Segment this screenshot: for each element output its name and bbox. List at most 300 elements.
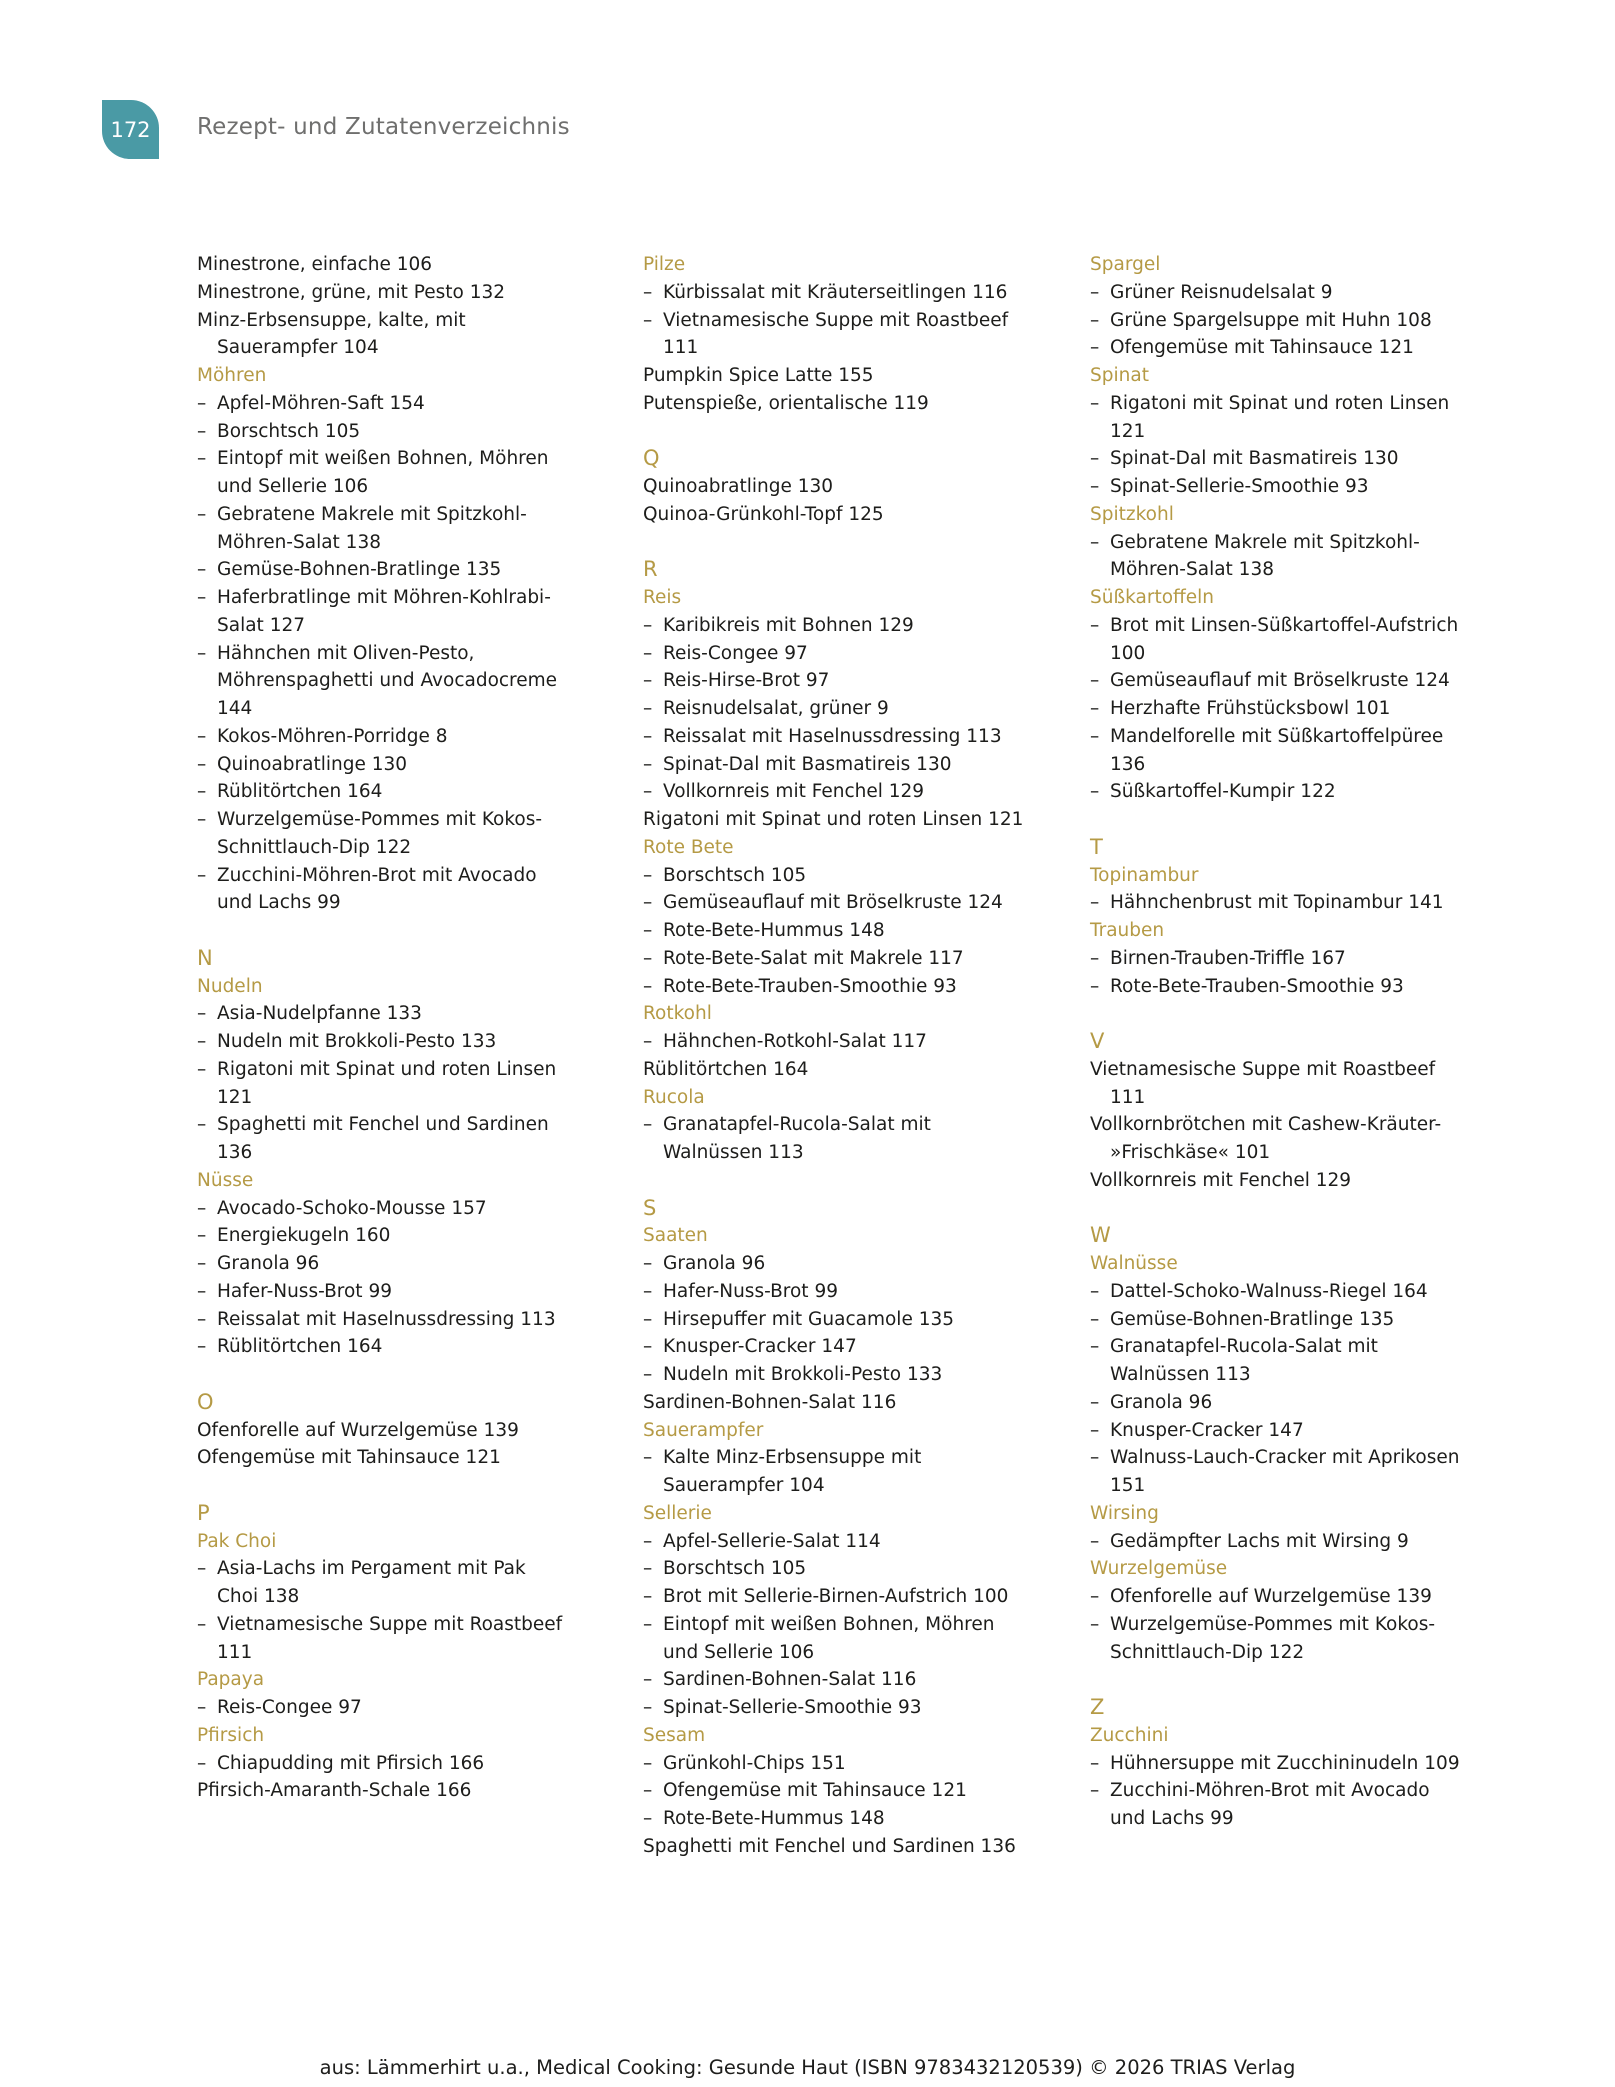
index-subentry — [197, 1222, 637, 1250]
index-subentry — [643, 1333, 1083, 1361]
subentry-text: Walnuss-Lauch-Cracker mit Aprikosen — [1110, 1447, 1460, 1469]
subentry-text: Rote-Bete-Hummus 148 — [663, 1808, 885, 1829]
index-entry: Putenspieße, orientalische 119 — [643, 392, 929, 414]
index-category: Sellerie — [643, 1502, 712, 1524]
subentry-text: Knusper-Cracker 147 — [1110, 1419, 1304, 1441]
index-entry: Vietnamesische Suppe mit Roastbeef — [1090, 1058, 1436, 1080]
index-subentry — [197, 1250, 637, 1278]
index-continuation: 111 — [217, 1641, 253, 1663]
index-subentry — [643, 1528, 1083, 1556]
subentry-text: Eintopf mit weißen Bohnen, Möhren — [663, 1613, 995, 1635]
index-category: Rotkohl — [643, 1003, 712, 1025]
index-subentry — [643, 1028, 1083, 1056]
index-subentry — [1090, 1333, 1530, 1361]
subentry-text: Hirsepuffer mit Guacamole 135 — [663, 1308, 955, 1330]
dash-bullet: – — [1090, 947, 1100, 969]
dash-bullet: – — [1090, 1419, 1100, 1441]
dash-bullet: – — [643, 1530, 653, 1552]
index-continuation: 136 — [1110, 753, 1146, 775]
index-continuation: Sauerampfer 104 — [217, 337, 379, 359]
index-subentry — [197, 584, 637, 612]
dash-bullet: – — [1090, 614, 1100, 636]
dash-bullet: – — [643, 1031, 653, 1052]
index-subentry — [643, 1666, 1083, 1694]
dash-bullet: – — [1090, 476, 1100, 497]
page-number-badge — [102, 100, 159, 159]
page-number: 172 — [110, 117, 151, 142]
dash-bullet: – — [1090, 1613, 1100, 1635]
index-subentry — [1090, 973, 1530, 1001]
index-continuation: und Lachs 99 — [1110, 1808, 1234, 1829]
index-letter-heading: Q — [643, 446, 660, 471]
index-subentry — [197, 501, 637, 529]
dash-bullet: – — [197, 1280, 207, 1302]
index-subentry — [643, 1777, 1083, 1805]
index-subentry — [1090, 445, 1530, 473]
index-letter-heading: S — [643, 1195, 657, 1220]
index-gap — [1090, 806, 1530, 834]
subentry-text: Nudeln mit Brokkoli-Pesto 133 — [663, 1364, 943, 1385]
index-subentry — [1090, 1777, 1530, 1805]
subentry-text: Spaghetti mit Fenchel und Sardinen — [217, 1114, 549, 1136]
index-subentry — [197, 640, 637, 668]
index-category: Wirsing — [1090, 1502, 1159, 1524]
subentry-text: Zucchini-Möhren-Brot mit Avocado — [1110, 1780, 1430, 1802]
subentry-text: Apfel-Möhren-Saft 154 — [217, 392, 425, 414]
subentry-text: Brot mit Sellerie-Birnen-Aufstrich 100 — [663, 1586, 1009, 1607]
index-entry: Vollkornbrötchen mit Cashew-Kräuter- — [1090, 1114, 1442, 1136]
index-entry: Minestrone, grüne, mit Pesto 132 — [197, 281, 506, 303]
index-category: Spinat — [1090, 365, 1149, 386]
dash-bullet: – — [197, 587, 207, 608]
index-continuation: Möhren-Salat 138 — [217, 531, 381, 553]
index-subentry — [197, 1278, 637, 1306]
index-subentry — [643, 862, 1083, 890]
index-subentry — [1090, 695, 1530, 723]
dash-bullet: – — [1090, 670, 1100, 692]
subentry-text: Rote-Bete-Trauben-Smoothie 93 — [1110, 975, 1404, 997]
index-subentry — [197, 1028, 637, 1056]
index-category: Reis — [643, 587, 682, 608]
subentry-text: Gedämpfter Lachs mit Wirsing 9 — [1110, 1530, 1409, 1552]
subentry-text: Dattel-Schoko-Walnuss-Riegel 164 — [1110, 1280, 1428, 1302]
index-column-1 — [197, 251, 637, 1805]
index-category: Rucola — [643, 1086, 705, 1108]
index-letter-heading: W — [1090, 1223, 1111, 1248]
index-letter-heading: T — [1090, 834, 1103, 859]
dash-bullet: – — [197, 1752, 207, 1774]
index-subentry — [643, 1611, 1083, 1639]
index-category: Papaya — [197, 1669, 265, 1691]
subentry-text: Karibikreis mit Bohnen 129 — [663, 614, 914, 636]
subentry-text: Rigatoni mit Spinat und roten Linsen — [1110, 392, 1450, 414]
subentry-text: Kürbissalat mit Kräuterseitlingen 116 — [663, 281, 1008, 303]
dash-bullet: – — [197, 753, 207, 775]
index-subentry — [643, 751, 1083, 779]
dash-bullet: – — [197, 781, 207, 803]
dash-bullet: – — [197, 1613, 207, 1635]
dash-bullet: – — [1090, 781, 1100, 803]
index-gap — [1090, 1195, 1530, 1223]
index-gap — [643, 529, 1083, 557]
subentry-text: Sardinen-Bohnen-Salat 116 — [663, 1669, 917, 1691]
index-entry: Quinoabratlinge 130 — [643, 476, 834, 497]
subentry-text: Haferbratlinge mit Möhren-Kohlrabi- — [217, 587, 551, 608]
dash-bullet: – — [197, 1031, 207, 1052]
subentry-text: Hafer-Nuss-Brot 99 — [663, 1280, 838, 1302]
subentry-text: Granola 96 — [217, 1253, 320, 1274]
dash-bullet: – — [1090, 1280, 1100, 1302]
running-title: Rezept- und Zutatenverzeichnis — [197, 114, 570, 140]
index-entry: Ofengemüse mit Tahinsauce 121 — [197, 1447, 501, 1469]
dash-bullet: – — [197, 1114, 207, 1136]
subentry-text: Vietnamesische Suppe mit Roastbeef — [663, 309, 1009, 331]
index-continuation: Schnittlauch-Dip 122 — [217, 836, 412, 858]
dash-bullet: – — [197, 503, 207, 525]
index-entry: Pfirsich-Amaranth-Schale 166 — [197, 1780, 472, 1802]
dash-bullet: – — [1090, 531, 1100, 553]
subentry-text: Vollkornreis mit Fenchel 129 — [663, 781, 925, 803]
dash-bullet: – — [1090, 281, 1100, 303]
dash-bullet: – — [197, 1336, 207, 1358]
subentry-text: Birnen-Trauben-Triffle 167 — [1110, 947, 1346, 969]
dash-bullet: – — [643, 1336, 653, 1358]
dash-bullet: – — [643, 1752, 653, 1774]
index-category: Möhren — [197, 365, 267, 386]
index-subentry — [643, 1361, 1083, 1389]
index-gap — [1090, 1000, 1530, 1028]
dash-bullet: – — [1090, 1308, 1100, 1330]
subentry-text: Gebratene Makrele mit Spitzkohl- — [217, 503, 527, 525]
index-subentry — [197, 1611, 637, 1639]
index-subentry — [1090, 1306, 1530, 1334]
dash-bullet: – — [643, 1780, 653, 1802]
index-entry: Minestrone, einfache 106 — [197, 254, 433, 275]
dash-bullet: – — [643, 642, 653, 664]
subentry-text: Ofenforelle auf Wurzelgemüse 139 — [1110, 1586, 1432, 1607]
dash-bullet: – — [643, 670, 653, 692]
subentry-text: Rüblitörtchen 164 — [217, 1336, 383, 1358]
index-continuation: Walnüssen 113 — [1110, 1364, 1251, 1385]
dash-bullet: – — [197, 1225, 207, 1247]
dash-bullet: – — [197, 642, 207, 664]
subentry-text: Borschtsch 105 — [663, 1558, 807, 1580]
index-continuation: 121 — [217, 1086, 253, 1108]
dash-bullet: – — [197, 392, 207, 414]
index-continuation: Salat 127 — [217, 614, 306, 636]
index-gap — [643, 418, 1083, 446]
index-subentry — [197, 390, 637, 418]
subentry-text: Hähnchenbrust mit Topinambur 141 — [1110, 892, 1444, 914]
index-subentry — [643, 1805, 1083, 1833]
subentry-text: Apfel-Sellerie-Salat 114 — [663, 1530, 881, 1552]
index-subentry — [197, 1306, 637, 1334]
dash-bullet: – — [643, 975, 653, 997]
index-gap — [197, 1361, 637, 1389]
index-subentry — [1090, 473, 1530, 501]
subentry-text: Borschtsch 105 — [217, 420, 361, 442]
subentry-text: Spinat-Sellerie-Smoothie 93 — [663, 1697, 922, 1718]
index-subentry — [643, 723, 1083, 751]
index-entry: Quinoa-Grünkohl-Topf 125 — [643, 503, 884, 525]
index-subentry — [1090, 307, 1530, 335]
subentry-text: Spinat-Sellerie-Smoothie 93 — [1110, 476, 1369, 497]
subentry-text: Grüner Reisnudelsalat 9 — [1110, 281, 1333, 303]
index-letter-heading: P — [197, 1500, 210, 1525]
index-category: Pilze — [643, 254, 686, 275]
subentry-text: Kokos-Möhren-Porridge 8 — [217, 725, 448, 747]
index-subentry — [643, 945, 1083, 973]
index-subentry — [197, 418, 637, 446]
dash-bullet: – — [643, 1586, 653, 1607]
index-continuation: Choi 138 — [217, 1586, 300, 1607]
index-subentry — [643, 1444, 1083, 1472]
subentry-text: Rote-Bete-Salat mit Makrele 117 — [663, 947, 964, 969]
index-entry: Rigatoni mit Spinat und roten Linsen 121 — [643, 809, 1024, 830]
subentry-text: Brot mit Linsen-Süßkartoffel-Aufstrich — [1110, 614, 1459, 636]
subentry-text: Granatapfel-Rucola-Salat mit — [1110, 1336, 1378, 1358]
index-subentry — [197, 1333, 637, 1361]
index-subentry — [197, 862, 637, 890]
subentry-text: Chiapudding mit Pfirsich 166 — [217, 1752, 485, 1774]
index-continuation: Sauerampfer 104 — [663, 1475, 825, 1496]
dash-bullet: – — [1090, 1391, 1100, 1413]
index-subentry — [1090, 1750, 1530, 1778]
subentry-text: Ofengemüse mit Tahinsauce 121 — [663, 1780, 967, 1802]
index-subentry — [197, 1195, 637, 1223]
subentry-text: Wurzelgemüse-Pommes mit Kokos- — [1110, 1613, 1436, 1635]
index-subentry — [1090, 279, 1530, 307]
dash-bullet: – — [197, 420, 207, 442]
dash-bullet: – — [643, 864, 653, 886]
dash-bullet: – — [643, 1308, 653, 1330]
dash-bullet: – — [643, 1364, 653, 1385]
dash-bullet: – — [197, 1003, 207, 1025]
subentry-text: Hühnersuppe mit Zucchininudeln 109 — [1110, 1752, 1460, 1774]
dash-bullet: – — [643, 920, 653, 941]
dash-bullet: – — [1090, 725, 1100, 747]
dash-bullet: – — [197, 1253, 207, 1274]
index-subentry — [643, 1583, 1083, 1611]
dash-bullet: – — [643, 698, 653, 719]
index-subentry — [643, 889, 1083, 917]
index-category: Pfirsich — [197, 1724, 265, 1746]
subentry-text: Ofengemüse mit Tahinsauce 121 — [1110, 337, 1414, 359]
index-continuation: 111 — [1110, 1086, 1146, 1108]
dash-bullet: – — [643, 1558, 653, 1580]
subentry-text: Knusper-Cracker 147 — [663, 1336, 857, 1358]
subentry-text: Herzhafte Frühstücksbowl 101 — [1110, 698, 1391, 719]
index-subentry — [197, 751, 637, 779]
index-subentry — [643, 307, 1083, 335]
index-continuation: 136 — [217, 1142, 253, 1163]
index-entry: Minz-Erbsensuppe, kalte, mit — [197, 309, 466, 331]
subentry-text: Gemüseauflauf mit Bröselkruste 124 — [663, 892, 1003, 914]
index-gap — [1090, 1666, 1530, 1694]
dash-bullet: – — [643, 1114, 653, 1136]
subentry-text: Rote-Bete-Hummus 148 — [663, 920, 885, 941]
subentry-text: Spinat-Dal mit Basmatireis 130 — [1110, 448, 1399, 470]
index-subentry — [1090, 1389, 1530, 1417]
subentry-text: Asia-Lachs im Pergament mit Pak — [217, 1558, 526, 1580]
index-subentry — [1090, 723, 1530, 751]
subentry-text: Quinoabratlinge 130 — [217, 753, 408, 775]
dash-bullet: – — [197, 864, 207, 886]
index-category: Rote Bete — [643, 836, 734, 858]
index-subentry — [197, 445, 637, 473]
subentry-text: Nudeln mit Brokkoli-Pesto 133 — [217, 1031, 497, 1052]
dash-bullet: – — [197, 725, 207, 747]
index-subentry — [643, 279, 1083, 307]
index-category: Walnüsse — [1090, 1253, 1178, 1274]
index-subentry — [1090, 334, 1530, 362]
index-subentry — [643, 1278, 1083, 1306]
dash-bullet: – — [643, 781, 653, 803]
index-continuation: 111 — [663, 337, 699, 359]
index-entry: Rüblitörtchen 164 — [643, 1058, 809, 1080]
index-continuation: 151 — [1110, 1475, 1146, 1496]
index-subentry — [643, 778, 1083, 806]
index-category: Spitzkohl — [1090, 503, 1174, 525]
subentry-text: Süßkartoffel-Kumpir 122 — [1110, 781, 1336, 803]
dash-bullet: – — [1090, 975, 1100, 997]
index-subentry — [197, 1056, 637, 1084]
subentry-text: Spinat-Dal mit Basmatireis 130 — [663, 753, 952, 775]
dash-bullet: – — [1090, 1530, 1100, 1552]
subentry-text: Rüblitörtchen 164 — [217, 781, 383, 803]
subentry-text: Granola 96 — [663, 1253, 766, 1274]
index-letter-heading: V — [1090, 1029, 1105, 1053]
index-subentry — [643, 695, 1083, 723]
index-continuation: »Frischkäse« 101 — [1110, 1142, 1271, 1163]
index-continuation: und Sellerie 106 — [663, 1641, 815, 1663]
index-category: Wurzelgemüse — [1090, 1558, 1228, 1580]
index-letter-heading: O — [197, 1389, 214, 1414]
dash-bullet: – — [1090, 892, 1100, 914]
index-continuation: 144 — [217, 698, 253, 719]
copyright-footer: aus: Lämmerhirt u.a., Medical Cooking: Gesunde Haut (ISBN 9783432120539) © 2026 TRIAS Verlag — [319, 2056, 1296, 2079]
subentry-text: Hähnchen mit Oliven-Pesto, — [217, 642, 475, 664]
index-subentry — [197, 778, 637, 806]
subentry-text: Gemüse-Bohnen-Bratlinge 135 — [217, 559, 502, 581]
index-subentry — [197, 1000, 637, 1028]
subentry-text: Zucchini-Möhren-Brot mit Avocado — [217, 864, 537, 886]
subentry-text: Reis-Hirse-Brot 97 — [663, 670, 830, 692]
index-subentry — [1090, 945, 1530, 973]
subentry-text: Reisnudelsalat, grüner 9 — [663, 698, 889, 719]
dash-bullet: – — [197, 1697, 207, 1718]
index-subentry — [643, 917, 1083, 945]
dash-bullet: – — [1090, 448, 1100, 470]
index-subentry — [1090, 1444, 1530, 1472]
index-continuation: Walnüssen 113 — [663, 1142, 804, 1163]
index-category: Nudeln — [197, 975, 263, 997]
subentry-text: Reissalat mit Haselnussdressing 113 — [217, 1308, 556, 1330]
subentry-text: Gemüseauflauf mit Bröselkruste 124 — [1110, 670, 1450, 692]
dash-bullet: – — [643, 309, 653, 331]
index-subentry — [197, 806, 637, 834]
index-category: Sauerampfer — [643, 1419, 764, 1441]
dash-bullet: – — [1090, 1780, 1100, 1802]
index-subentry — [197, 723, 637, 751]
dash-bullet: – — [643, 947, 653, 969]
subentry-text: Energiekugeln 160 — [217, 1225, 391, 1247]
index-continuation: Schnittlauch-Dip 122 — [1110, 1641, 1305, 1663]
index-category: Nüsse — [197, 1169, 254, 1191]
dash-bullet: – — [197, 448, 207, 470]
dash-bullet: – — [197, 1308, 207, 1330]
dash-bullet: – — [197, 559, 207, 581]
subentry-text: Vietnamesische Suppe mit Roastbeef — [217, 1613, 563, 1635]
index-subentry — [1090, 612, 1530, 640]
subentry-text: Granola 96 — [1110, 1391, 1213, 1413]
index-letter-heading: N — [197, 945, 213, 970]
subentry-text: Reis-Congee 97 — [663, 642, 808, 664]
dash-bullet: – — [1090, 309, 1100, 331]
index-continuation: Möhren-Salat 138 — [1110, 559, 1274, 581]
index-column-3 — [1090, 251, 1530, 1833]
dash-bullet: – — [197, 809, 207, 830]
index-gap — [643, 1167, 1083, 1195]
dash-bullet: – — [643, 281, 653, 303]
index-subentry — [643, 1750, 1083, 1778]
index-category: Zucchini — [1090, 1724, 1169, 1746]
index-entry: Vollkornreis mit Fenchel 129 — [1090, 1169, 1352, 1191]
index-category: Spargel — [1090, 254, 1161, 275]
index-entry: Sardinen-Bohnen-Salat 116 — [643, 1391, 897, 1413]
dash-bullet: – — [643, 725, 653, 747]
subentry-text: Mandelforelle mit Süßkartoffelpüree — [1110, 725, 1444, 747]
index-subentry — [197, 1555, 637, 1583]
index-category: Pak Choi — [197, 1530, 277, 1552]
index-subentry — [1090, 1417, 1530, 1445]
subentry-text: Gebratene Makrele mit Spitzkohl- — [1110, 531, 1420, 553]
dash-bullet: – — [1090, 1447, 1100, 1469]
index-gap — [197, 1472, 637, 1500]
subentry-text: Asia-Nudelpfanne 133 — [217, 1003, 422, 1025]
dash-bullet: – — [643, 1808, 653, 1829]
dash-bullet: – — [1090, 698, 1100, 719]
index-category: Topinambur — [1090, 864, 1199, 886]
dash-bullet: – — [643, 614, 653, 636]
subentry-text: Granatapfel-Rucola-Salat mit — [663, 1114, 931, 1136]
index-subentry — [197, 556, 637, 584]
dash-bullet: – — [1090, 337, 1100, 359]
subentry-text: Grüne Spargelsuppe mit Huhn 108 — [1110, 309, 1432, 331]
index-subentry — [643, 1250, 1083, 1278]
index-subentry — [197, 1694, 637, 1722]
index-subentry — [643, 1555, 1083, 1583]
subentry-text: Gemüse-Bohnen-Bratlinge 135 — [1110, 1308, 1395, 1330]
index-entry: Ofenforelle auf Wurzelgemüse 139 — [197, 1419, 519, 1441]
index-subentry — [1090, 529, 1530, 557]
index-continuation: 100 — [1110, 642, 1146, 664]
subentry-text: Grünkohl-Chips 151 — [663, 1752, 846, 1774]
index-gap — [197, 917, 637, 945]
index-subentry — [1090, 1611, 1530, 1639]
index-subentry — [643, 640, 1083, 668]
index-category: Sesam — [643, 1724, 706, 1746]
dash-bullet: – — [643, 892, 653, 914]
dash-bullet: – — [197, 1058, 207, 1080]
index-category: Trauben — [1090, 920, 1165, 941]
subentry-text: Reissalat mit Haselnussdressing 113 — [663, 725, 1002, 747]
index-continuation: Möhrenspaghetti und Avocadocreme — [217, 670, 558, 692]
dash-bullet: – — [1090, 1752, 1100, 1774]
dash-bullet: – — [643, 1697, 653, 1718]
index-entry: Spaghetti mit Fenchel und Sardinen 136 — [643, 1835, 1016, 1857]
index-subentry — [1090, 667, 1530, 695]
